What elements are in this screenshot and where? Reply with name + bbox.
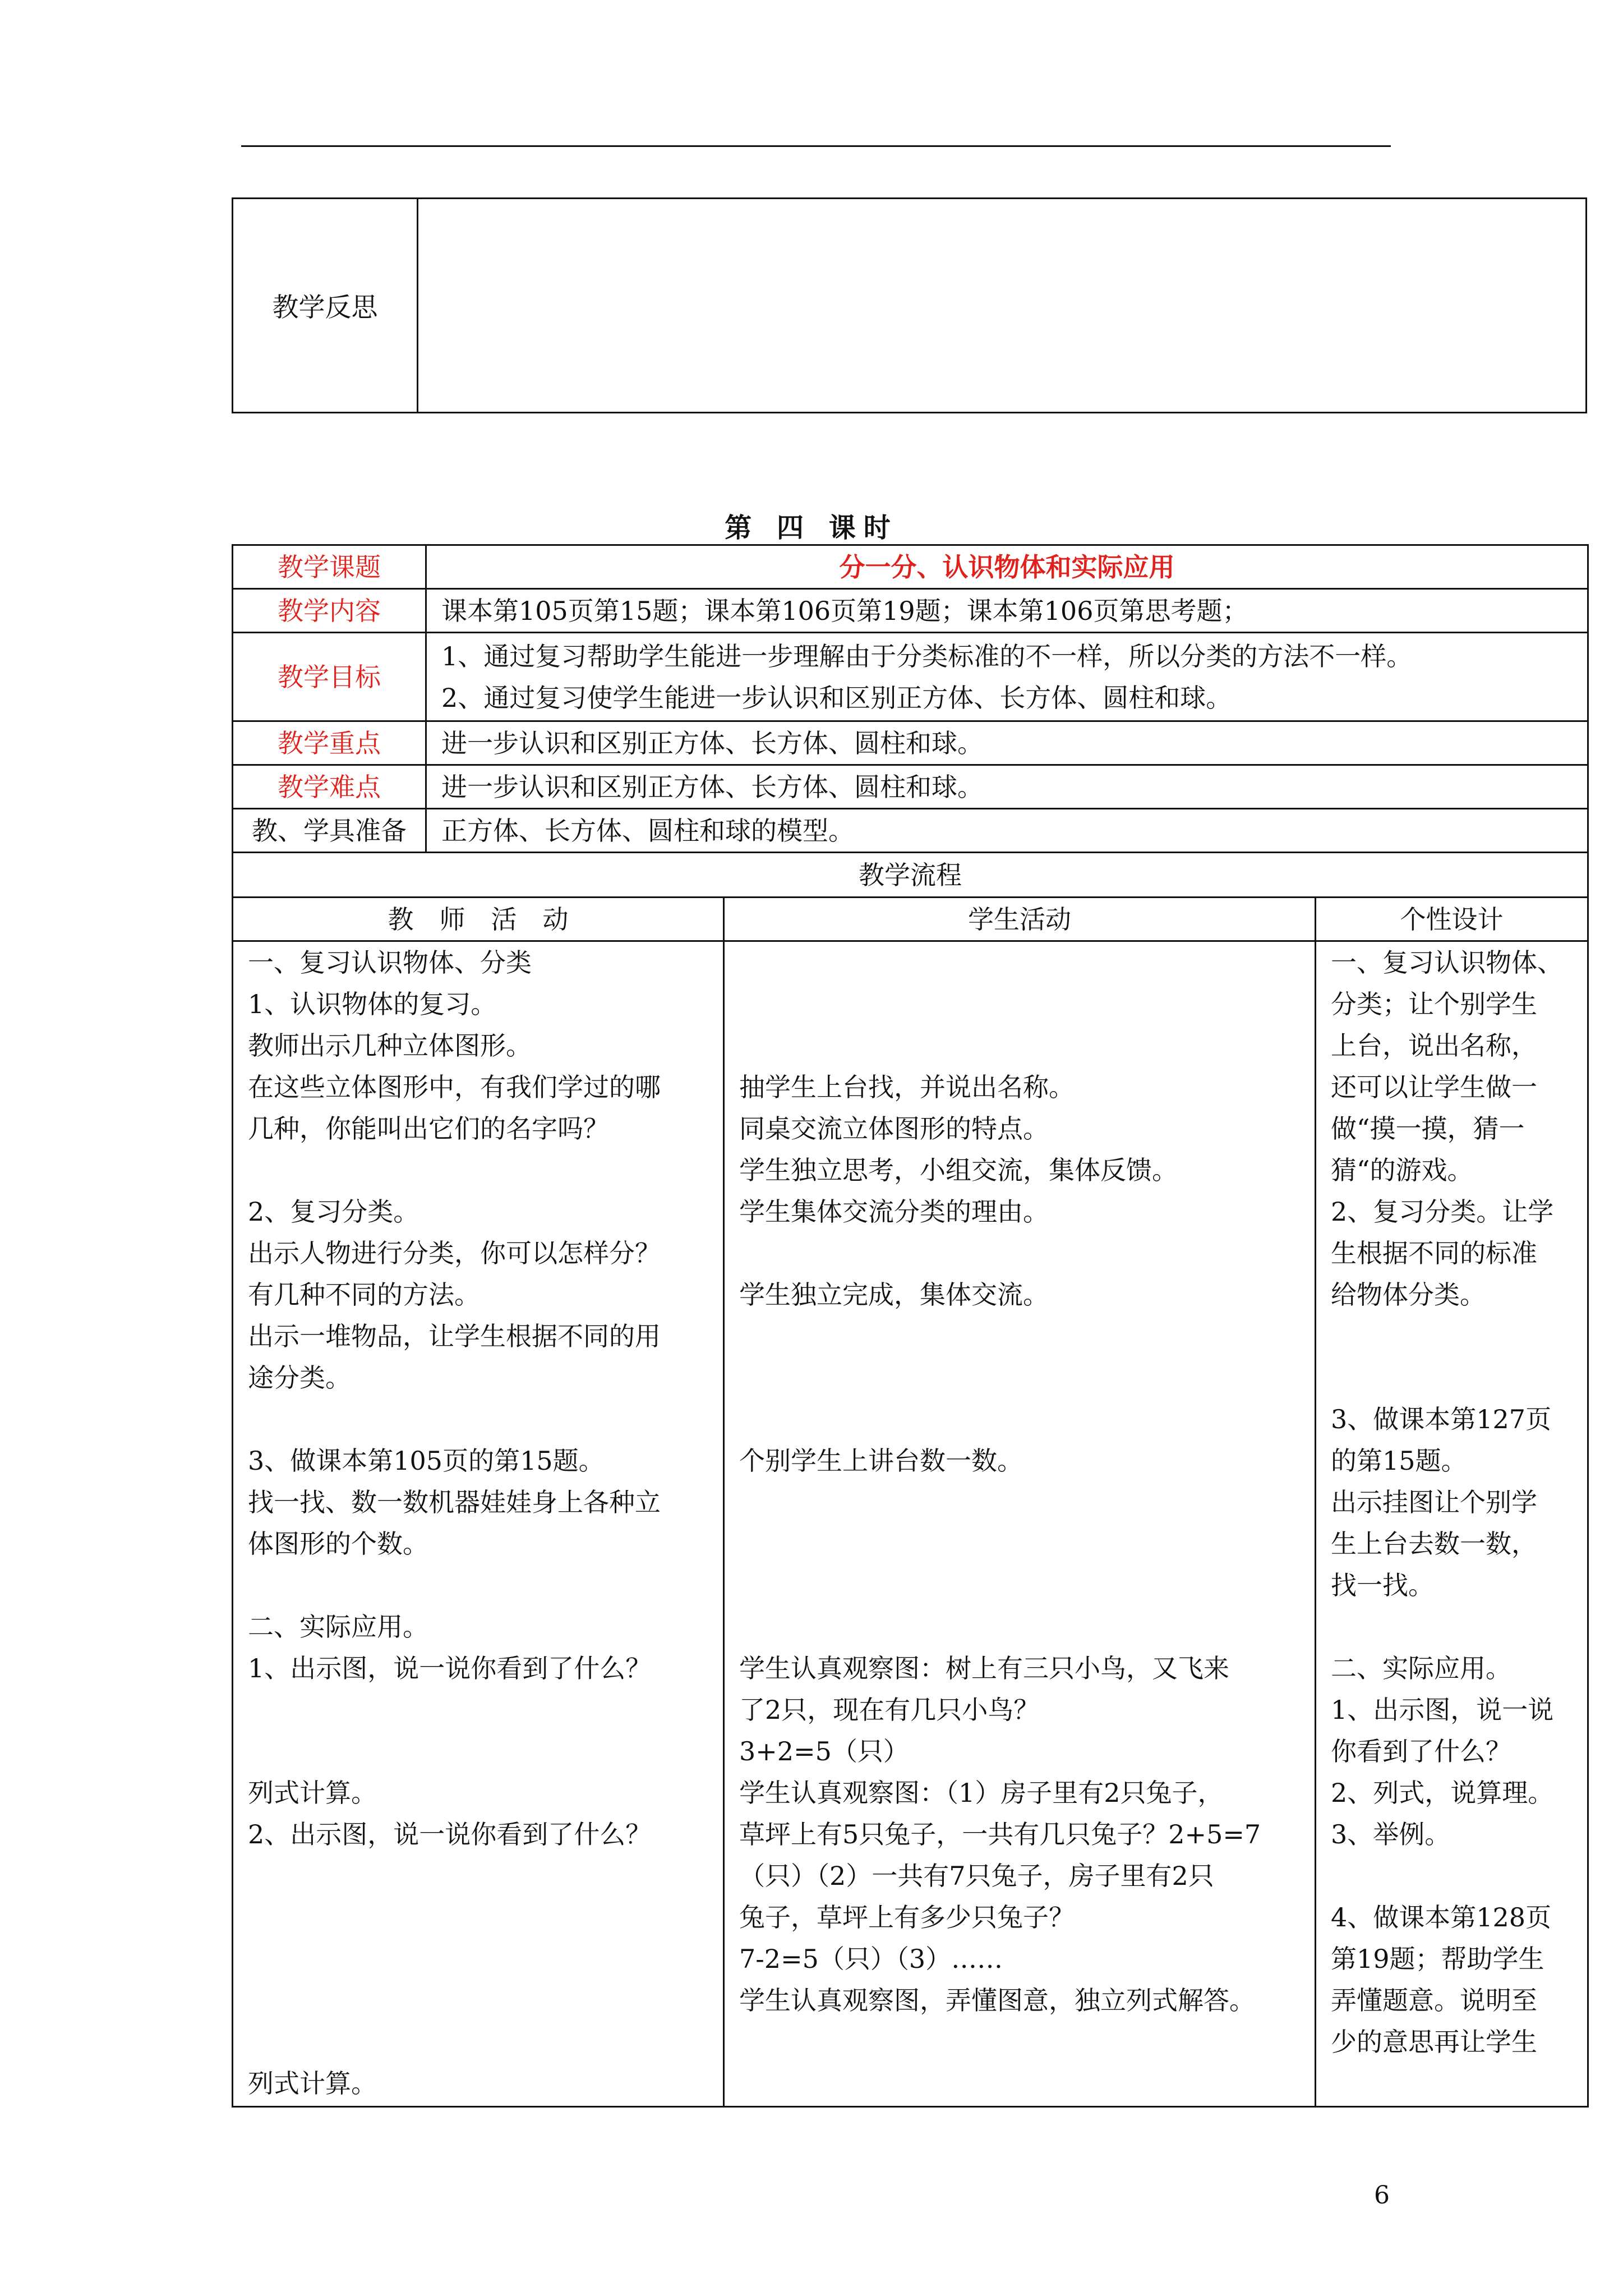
student-activity-column bbox=[724, 941, 1316, 2107]
student-line: 7-2=5（只）（3）…… bbox=[739, 1944, 1003, 1974]
teacher-line: 体图形的个数。 bbox=[248, 1529, 428, 1559]
personal-line: 上台，说出名称， bbox=[1331, 1030, 1537, 1061]
personal-design-column bbox=[1316, 941, 1588, 2107]
personal-line: 你看到了什么？ bbox=[1331, 1736, 1511, 1766]
goals-value bbox=[426, 633, 1588, 721]
reflection-label: 教学反思 bbox=[233, 199, 418, 413]
page-number: 6 bbox=[1374, 2181, 1390, 2210]
personal-line bbox=[1331, 1606, 1573, 1648]
personal-line: 还可以让学生做一 bbox=[1331, 1072, 1537, 1102]
personal-line: 生根据不同的标准 bbox=[1331, 1238, 1537, 1268]
lesson-plan-table bbox=[232, 544, 1589, 2108]
personal-line: 的第15题。 bbox=[1331, 1446, 1467, 1476]
personal-line: 2、复习分类。让学 bbox=[1331, 1197, 1554, 1227]
teacher-line: 列式计算。 bbox=[248, 1778, 377, 1808]
teacher-line: 找一找、数一数机器娃娃身上各种立 bbox=[248, 1487, 661, 1517]
teacher-line: 1、出示图，说一说你看到了什么？ bbox=[248, 1653, 652, 1683]
student-line bbox=[739, 1315, 1300, 1357]
personal-line bbox=[1331, 1855, 1573, 1897]
key-point-label: 教学重点 bbox=[233, 721, 426, 765]
key-point-value: 进一步认识和区别正方体、长方体、圆柱和球。 bbox=[426, 721, 1588, 765]
student-line bbox=[739, 1481, 1300, 1523]
header-rule bbox=[241, 145, 1391, 147]
student-line bbox=[739, 1357, 1300, 1398]
student-line bbox=[739, 983, 1300, 1025]
student-line bbox=[739, 1025, 1300, 1066]
personal-line: 3、做课本第127页 bbox=[1331, 1404, 1552, 1434]
student-line bbox=[739, 1606, 1300, 1648]
student-line bbox=[739, 1232, 1300, 1274]
student-line bbox=[739, 1523, 1300, 1565]
teacher-line: 一、复习认识物体、分类 bbox=[248, 947, 532, 978]
student-line bbox=[739, 1398, 1300, 1440]
student-line: 个别学生上讲台数一数。 bbox=[739, 1446, 1023, 1476]
student-line: 兔子，草坪上有多少只兔子？ bbox=[739, 1902, 1075, 1932]
prep-label: 教、学具准备 bbox=[233, 809, 426, 853]
student-line: 同桌交流立体图形的特点。 bbox=[739, 1114, 1049, 1144]
goal-line-2: 2、通过复习使学生能进一步认识和区别正方体、长方体、圆柱和球。 bbox=[441, 682, 1232, 713]
difficulty-label: 教学难点 bbox=[233, 765, 426, 809]
teacher-line: 出示一堆物品，让学生根据不同的用 bbox=[248, 1321, 661, 1351]
student-line: 了2只，现在有几只小鸟？ bbox=[739, 1695, 1040, 1725]
teacher-line bbox=[248, 1731, 708, 1772]
teacher-line: 二、实际应用。 bbox=[248, 1612, 428, 1642]
personal-line: 3、举例。 bbox=[1331, 1819, 1451, 1849]
goals-label: 教学目标 bbox=[233, 633, 426, 721]
personal-line: 弄懂题意。说明至 bbox=[1331, 1985, 1537, 2016]
personal-line: 找一找。 bbox=[1331, 1570, 1434, 1600]
topic-label: 教学课题 bbox=[233, 545, 426, 589]
teacher-line: 出示人物进行分类，你可以怎样分？ bbox=[248, 1238, 661, 1268]
teacher-line: 途分类。 bbox=[248, 1363, 351, 1393]
personal-line: 二、实际应用。 bbox=[1331, 1653, 1511, 1683]
flow-title: 教学流程 bbox=[233, 853, 1588, 898]
teacher-line: 3、做课本第105页的第15题。 bbox=[248, 1446, 605, 1476]
student-line bbox=[739, 1565, 1300, 1606]
teacher-line: 有几种不同的方法。 bbox=[248, 1280, 480, 1310]
teacher-activity-header: 教 师 活 动 bbox=[233, 898, 724, 941]
teacher-activity-column bbox=[233, 941, 724, 2107]
student-line: 学生独立思考，小组交流，集体反馈。 bbox=[739, 1155, 1178, 1185]
personal-line bbox=[1331, 1357, 1573, 1398]
content-label: 教学内容 bbox=[233, 589, 426, 633]
personal-design-header: 个性设计 bbox=[1316, 898, 1588, 941]
goal-line-1: 1、通过复习帮助学生能进一步理解由于分类标准的不一样，所以分类的方法不一样。 bbox=[441, 641, 1413, 671]
student-line bbox=[739, 2021, 1300, 2063]
personal-line: 分类；让个别学生 bbox=[1331, 989, 1537, 1019]
topic-value: 分一分、认识物体和实际应用 bbox=[426, 545, 1588, 589]
teacher-line: 在这些立体图形中，有我们学过的哪 bbox=[248, 1072, 661, 1102]
student-line: 3+2=5（只） bbox=[739, 1736, 909, 1766]
student-line bbox=[739, 942, 1300, 983]
student-line: 草坪上有5只兔子，一共有几只兔子？2+5=7 bbox=[739, 1819, 1261, 1849]
reflection-table bbox=[232, 197, 1587, 413]
student-line: 学生集体交流分类的理由。 bbox=[739, 1197, 1049, 1227]
personal-line: 出示挂图让个别学 bbox=[1331, 1487, 1537, 1517]
personal-line: 4、做课本第128页 bbox=[1331, 1902, 1552, 1932]
content-value: 课本第105页第15题；课本第106页第19题；课本第106页第思考题； bbox=[426, 589, 1588, 633]
teacher-line bbox=[248, 1897, 708, 1938]
teacher-line bbox=[248, 1398, 708, 1440]
reflection-content bbox=[418, 199, 1587, 413]
teacher-line bbox=[248, 2021, 708, 2063]
personal-line: 一、复习认识物体、 bbox=[1331, 947, 1563, 978]
teacher-line bbox=[248, 1149, 708, 1191]
personal-line: 第19题；帮助学生 bbox=[1331, 1944, 1544, 1974]
student-line: 学生认真观察图：树上有三只小鸟，又飞来 bbox=[739, 1653, 1229, 1683]
personal-line: 猜“的游戏。 bbox=[1331, 1155, 1473, 1185]
teacher-line: 2、出示图，说一说你看到了什么？ bbox=[248, 1819, 652, 1849]
lesson-title: 第 四 课时 bbox=[725, 512, 898, 544]
student-line: （只）（2）一共有7只兔子，房子里有2只 bbox=[739, 1861, 1214, 1891]
student-line: 学生独立完成，集体交流。 bbox=[739, 1280, 1049, 1310]
personal-line bbox=[1331, 1315, 1573, 1357]
teacher-line: 几种，你能叫出它们的名字吗？ bbox=[248, 1114, 609, 1144]
teacher-line bbox=[248, 1565, 708, 1606]
teacher-line bbox=[248, 1855, 708, 1897]
student-line: 学生认真观察图：（1）房子里有2只兔子， bbox=[739, 1778, 1224, 1808]
student-line: 学生认真观察图，弄懂图意，独立列式解答。 bbox=[739, 1985, 1255, 2016]
teacher-line: 列式计算。 bbox=[248, 2068, 377, 2099]
student-activity-header: 学生活动 bbox=[724, 898, 1316, 941]
teacher-line bbox=[248, 1689, 708, 1731]
teacher-line: 教师出示几种立体图形。 bbox=[248, 1030, 532, 1061]
personal-line: 生上台去数一数， bbox=[1331, 1529, 1537, 1559]
personal-line: 2、列式，说算理。 bbox=[1331, 1778, 1554, 1808]
teacher-line bbox=[248, 1938, 708, 1980]
personal-line: 做“摸一摸，猜一 bbox=[1331, 1114, 1525, 1144]
personal-line: 给物体分类。 bbox=[1331, 1280, 1486, 1310]
difficulty-value: 进一步认识和区别正方体、长方体、圆柱和球。 bbox=[426, 765, 1588, 809]
teacher-line: 1、认识物体的复习。 bbox=[248, 989, 497, 1019]
teacher-line: 2、复习分类。 bbox=[248, 1197, 419, 1227]
prep-value: 正方体、长方体、圆柱和球的模型。 bbox=[426, 809, 1588, 853]
personal-line: 1、出示图，说一说 bbox=[1331, 1695, 1554, 1725]
student-line: 抽学生上台找，并说出名称。 bbox=[739, 1072, 1075, 1102]
teacher-line bbox=[248, 1980, 708, 2021]
personal-line: 少的意思再让学生 bbox=[1331, 2027, 1537, 2057]
